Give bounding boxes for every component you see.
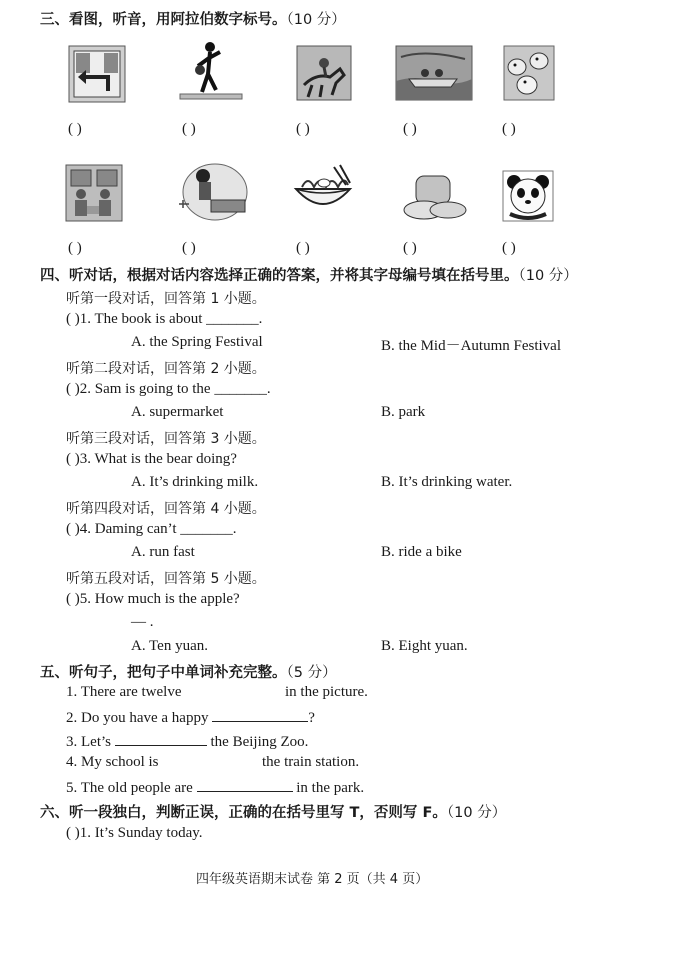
child-drawing-picture (175, 160, 251, 224)
option-a: A. It’s drinking milk. (131, 474, 259, 490)
bread-picture (400, 170, 468, 222)
left-arrow-sign-picture (68, 45, 126, 103)
answer-paren[interactable]: ( ) (296, 121, 310, 137)
chicks-picture (503, 45, 555, 101)
answer-paren[interactable]: ( ) (182, 240, 196, 256)
answer-paren[interactable]: ( ) (502, 240, 516, 256)
fill-sentence: 4. My school is the train station. (66, 754, 360, 770)
section3-title: 三、看图，听音，用阿拉伯数字标号。（10 分） (40, 12, 346, 28)
fill-sentence: 3. Let’s the Beijing Zoo. (66, 731, 308, 751)
dialogue-intro: 听第三段对话，回答第 3 小题。 (66, 431, 266, 447)
option-a: A. supermarket (131, 404, 224, 420)
section4-title: 四、听对话，根据对话内容选择正确的答案，并将其字母编号填在括号里。（10 分） (40, 268, 578, 284)
fill-blank[interactable] (212, 707, 308, 722)
option-b: B. Eight yuan. (381, 638, 468, 654)
dialogue-intro: 听第四段对话，回答第 4 小题。 (66, 501, 266, 517)
panda-picture (502, 170, 554, 222)
family-room-picture (65, 164, 123, 222)
answer-paren[interactable]: ( ) (403, 121, 417, 137)
option-a: A. Ten yuan. (131, 638, 208, 654)
dialogue-intro: 听第二段对话，回答第 2 小题。 (66, 361, 266, 377)
option-b: B. It’s drinking water. (381, 474, 513, 490)
question-text: ( )2. Sam is going to the _______. (66, 381, 271, 397)
person-with-ball-picture (178, 40, 244, 102)
option-b: B. park (381, 404, 426, 420)
section5-title: 五、听句子，把句子中单词补充完整。（5 分） (40, 665, 337, 681)
fill-sentence: 1. There are twelve in the picture. (66, 684, 368, 700)
question-text: ( )1. The book is about _______. (66, 311, 263, 327)
answer-paren[interactable]: ( ) (296, 240, 310, 256)
fill-sentence: 5. The old people are in the park. (66, 777, 364, 797)
option-a: A. run fast (131, 544, 195, 560)
question-text: ( )5. How much is the apple? (66, 591, 240, 607)
page-footer: 四年级英语期末试卷 第 2 页（共 4 页） (196, 872, 429, 887)
answer-paren[interactable]: ( ) (502, 121, 516, 137)
section6-title: 六、听一段独白，判断正误，正确的在括号里写 T，否则写 F。（10 分） (40, 805, 507, 821)
answer-paren[interactable]: ( ) (403, 240, 417, 256)
option-b: B. ride a bike (381, 544, 462, 560)
option-a: A. the Spring Festival (131, 334, 263, 350)
question-text: ( )1. It’s Sunday today. (66, 825, 203, 841)
question-response: — . (131, 614, 154, 630)
boat-scene-picture (395, 45, 473, 101)
fill-blank[interactable] (197, 777, 293, 792)
answer-paren[interactable]: ( ) (68, 240, 82, 256)
option-b: B. the Mid－Autumn Festival (381, 338, 562, 354)
fill-blank[interactable] (115, 731, 207, 746)
answer-paren[interactable]: ( ) (68, 121, 82, 137)
horse-rider-picture (296, 45, 352, 101)
noodle-bowl-picture (292, 163, 354, 219)
question-text: ( )4. Daming can’t _______. (66, 521, 237, 537)
dialogue-intro: 听第五段对话，回答第 5 小题。 (66, 571, 266, 587)
dialogue-intro: 听第一段对话，回答第 1 小题。 (66, 291, 266, 307)
answer-paren[interactable]: ( ) (182, 121, 196, 137)
fill-sentence: 2. Do you have a happy ? (66, 707, 315, 727)
question-text: ( )3. What is the bear doing? (66, 451, 237, 467)
